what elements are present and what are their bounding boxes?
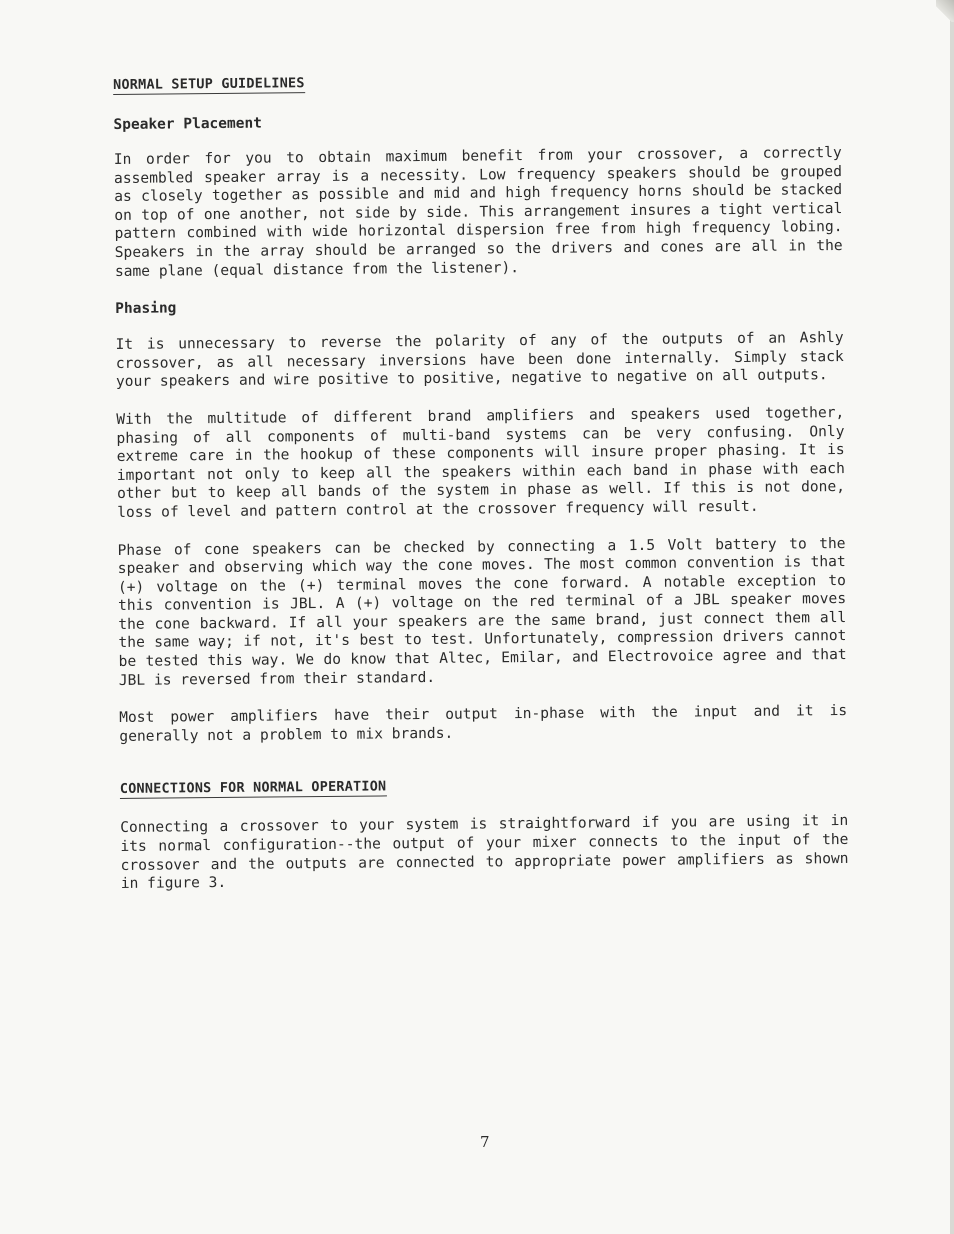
paragraph-phasing-4: Most power amplifiers have their output in-phase with the input and it is generally not a problem to mix brands. <box>119 702 848 745</box>
paragraph-phasing-3: Phase of cone speakers can be checked by connecting a 1.5 Volt battery to the speaker and observing which way the cone moves. The most common convention is that (+) voltage on the (+) terminal moves the cone forward. A notable exception to this convention is JBL. A (+) voltage on the red terminal of a JBL speaker moves the cone backward. If all your speakers are the same brand, just connect them all the same way; if not, it's best to test. Unfortunately, compression drivers cannot be tested this way. We do know that Altec, Emilar, and Electrovoice agree and that JBL is reversed from their standard. <box>117 534 847 689</box>
subheading-phasing: Phasing <box>115 300 177 318</box>
paragraph-phasing-2: With the multitude of different brand amplifiers and speakers used together, phasing of all components of multi-band systems can be very confusing. Only extreme care in the hookup of these components will insure proper phasing. It is important not only to keep all the speakers within each band in phase with each other but to keep all bands of the system in phase as well. If this is not done, loss of level and pattern control at the crossover frequency will result. <box>116 403 846 521</box>
page-content <box>113 67 849 894</box>
paragraph-connections: Connecting a crossover to your system is straightforward if you are using it in its normal configuration--the output of your mixer connects to the input of the crossover and the outputs are connected to appropriate power amplifiers as shown in figure 3. <box>120 812 849 893</box>
section-heading-connections: CONNECTIONS FOR NORMAL OPERATION <box>119 778 387 798</box>
section-heading-normal-setup: NORMAL SETUP GUIDELINES <box>113 75 305 93</box>
page-corner-shadow <box>936 0 954 22</box>
subheading-speaker-placement: Speaker Placement <box>113 115 262 133</box>
page-edge <box>950 0 954 1234</box>
paragraph-phasing-1: It is unnecessary to reverse the polarity of any of the outputs of an Ashly crossover, as all necessary inversions have been done internally. Simply stack your speakers and wire positive to positive, negative to negative on all outputs. <box>115 329 844 391</box>
paragraph-speaker-placement: In order for you to obtain maximum benefit from your crossover, a correctly assembled speaker array is a necessity. Low frequency speakers should be grouped as closely together as possible and mid and high frequency horns should be stacked on top of one another, not side by side. This arrangement insures a tight vertical pattern combined with wide horizontal dispersion free from high frequency lobing. Speakers in the array should be arranged so the drivers and cones are all in the same plane (equal distance from the listener). <box>113 144 843 280</box>
page-number: 7 <box>480 1133 490 1151</box>
